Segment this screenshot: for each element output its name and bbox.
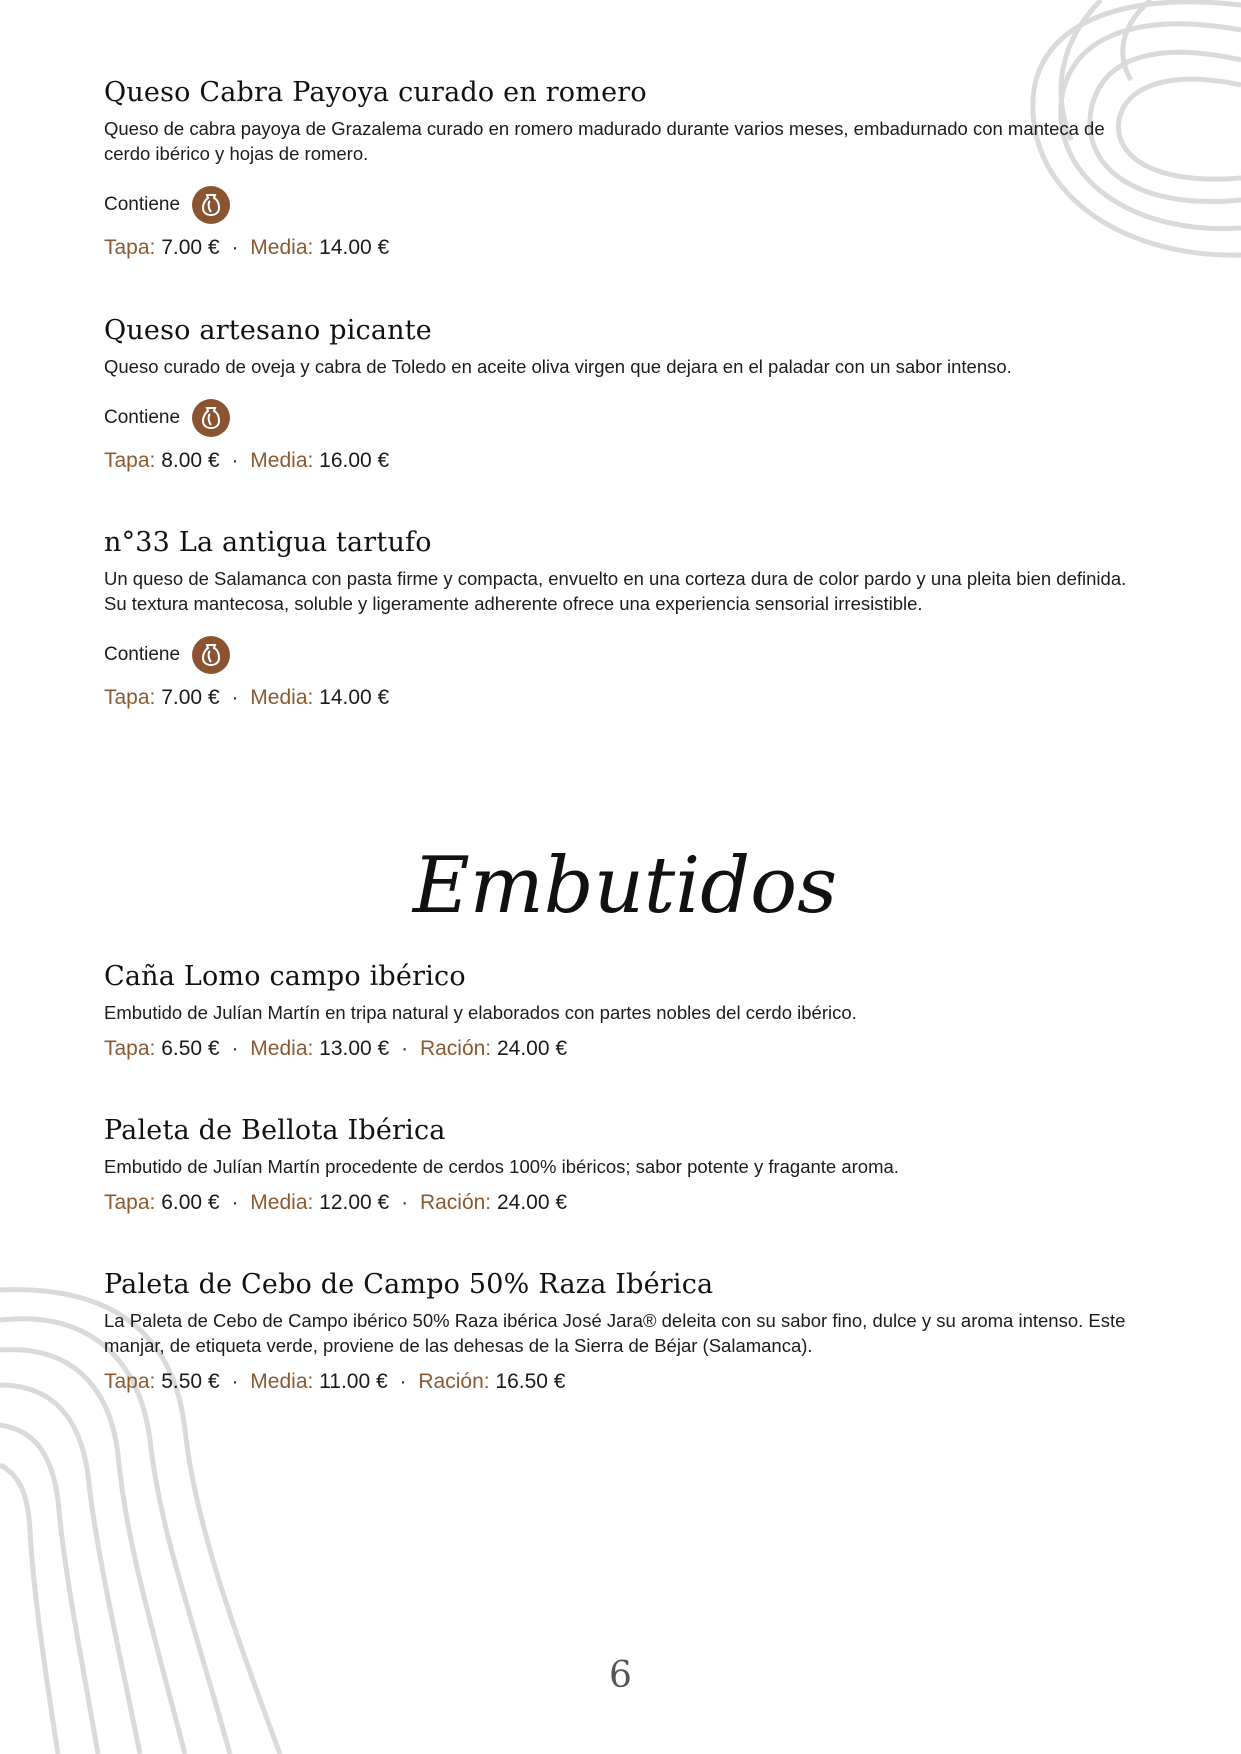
- price-label: Media:: [250, 1370, 314, 1393]
- milk-jug-icon: [192, 186, 230, 224]
- section-title-text: Embutidos: [412, 841, 838, 931]
- item-description: Queso curado de oveja y cabra de Toledo en aceite oliva virgen que dejara en el paladar con un sabor intenso.: [104, 356, 1012, 377]
- item-description: Embutido de Julían Martín procedente de cerdos 100% ibéricos; sabor potente y fragante aroma.: [104, 1156, 899, 1177]
- price-line: [104, 684, 1134, 712]
- separator: ·: [231, 1370, 239, 1393]
- separator: ·: [231, 1191, 239, 1214]
- price-value: 16.00 €: [319, 449, 390, 472]
- item-title: n°33 La antigua tartufo: [104, 527, 432, 558]
- milk-jug-icon: [192, 399, 230, 437]
- price-label: Ración:: [419, 1191, 492, 1214]
- price-value: 16.50 €: [495, 1370, 566, 1393]
- price-value: 5.50 €: [161, 1370, 220, 1393]
- price-label: Tapa:: [104, 1370, 156, 1393]
- price-value: 13.00 €: [319, 1037, 390, 1060]
- price-label: Tapa:: [104, 449, 156, 472]
- price-label: Ración:: [418, 1370, 490, 1393]
- separator: ·: [401, 1191, 409, 1214]
- price-label: Tapa:: [104, 236, 156, 259]
- price-label: Tapa:: [104, 686, 156, 709]
- price-value: 11.00 €: [319, 1370, 388, 1393]
- menu-item-queso-artesano-picante: [104, 314, 1134, 475]
- separator: ·: [231, 236, 239, 259]
- item-title: Caña Lomo campo ibérico: [104, 961, 466, 992]
- price-label: Media:: [250, 236, 314, 259]
- price-label: Tapa:: [104, 1191, 156, 1214]
- price-line: [104, 1189, 1134, 1217]
- menu-item-paleta-bellota: [104, 1114, 1134, 1217]
- item-description: Queso de cabra payoya de Grazalema curado en romero madurado durante varios meses, embadurnado con manteca de cerdo ibérico y hojas de romero.: [104, 118, 1105, 164]
- contains-label: Contiene: [104, 644, 181, 665]
- separator: ·: [399, 1370, 407, 1393]
- price-label: Tapa:: [104, 1037, 156, 1060]
- price-value: 7.00 €: [161, 236, 220, 259]
- price-label: Media:: [250, 1037, 314, 1060]
- item-title: Queso artesano picante: [104, 315, 432, 346]
- separator: ·: [231, 449, 239, 472]
- allergens-row: [104, 636, 1134, 674]
- price-line: [104, 234, 1134, 262]
- price-value: 6.00 €: [161, 1191, 220, 1214]
- price-value: 12.00 €: [319, 1191, 390, 1214]
- milk-jug-icon: [192, 636, 230, 674]
- item-description: Embutido de Julían Martín en tripa natural y elaborados con partes nobles del cerdo ibérico.: [104, 1002, 857, 1023]
- item-title: Paleta de Bellota Ibérica: [104, 1115, 446, 1146]
- price-value: 14.00 €: [319, 686, 390, 709]
- price-value: 24.00 €: [496, 1191, 568, 1214]
- allergens-row: [104, 399, 1134, 437]
- item-title: Paleta de Cebo de Campo 50% Raza Ibérica: [104, 1269, 714, 1300]
- menu-item-la-antigua-tartufo: [104, 526, 1134, 712]
- allergens-row: [104, 186, 1134, 224]
- menu-item-paleta-cebo: [104, 1268, 1134, 1396]
- price-value: 24.00 €: [496, 1037, 568, 1060]
- contains-label: Contiene: [104, 194, 181, 215]
- price-value: 8.00 €: [161, 449, 220, 472]
- price-value: 6.50 €: [161, 1037, 220, 1060]
- price-label: Ración:: [419, 1037, 492, 1060]
- price-label: Media:: [250, 449, 314, 472]
- menu-item-cana-lomo: [104, 960, 1134, 1063]
- item-description: La Paleta de Cebo de Campo ibérico 50% Raza ibérica José Jara® deleita con su sabor fino, dulce y su aroma intenso. Este manjar, de etiqueta verde, proviene de las dehesas de la Sierra de Béjar (Salamanca).: [104, 1310, 1126, 1356]
- price-label: Media:: [250, 1191, 314, 1214]
- price-line: [104, 1368, 1134, 1396]
- price-line: [104, 447, 1134, 475]
- item-title: Queso Cabra Payoya curado en romero: [104, 77, 647, 108]
- price-value: 7.00 €: [161, 686, 220, 709]
- contains-label: Contiene: [104, 407, 181, 428]
- separator: ·: [231, 1037, 239, 1060]
- section-title-embutidos: [412, 830, 838, 950]
- page-number: 6: [609, 1655, 632, 1696]
- menu-item-queso-cabra-payoya: [104, 76, 1134, 262]
- price-line: [104, 1035, 1134, 1063]
- price-label: Media:: [250, 686, 314, 709]
- separator: ·: [401, 1037, 409, 1060]
- price-value: 14.00 €: [319, 236, 390, 259]
- item-description: Un queso de Salamanca con pasta firme y compacta, envuelto en una corteza dura de color pardo y una pleita bien definida. Su textura mantecosa, soluble y ligeramente adherente ofrece una experiencia sensorial irresistible.: [104, 568, 1127, 614]
- separator: ·: [231, 686, 239, 709]
